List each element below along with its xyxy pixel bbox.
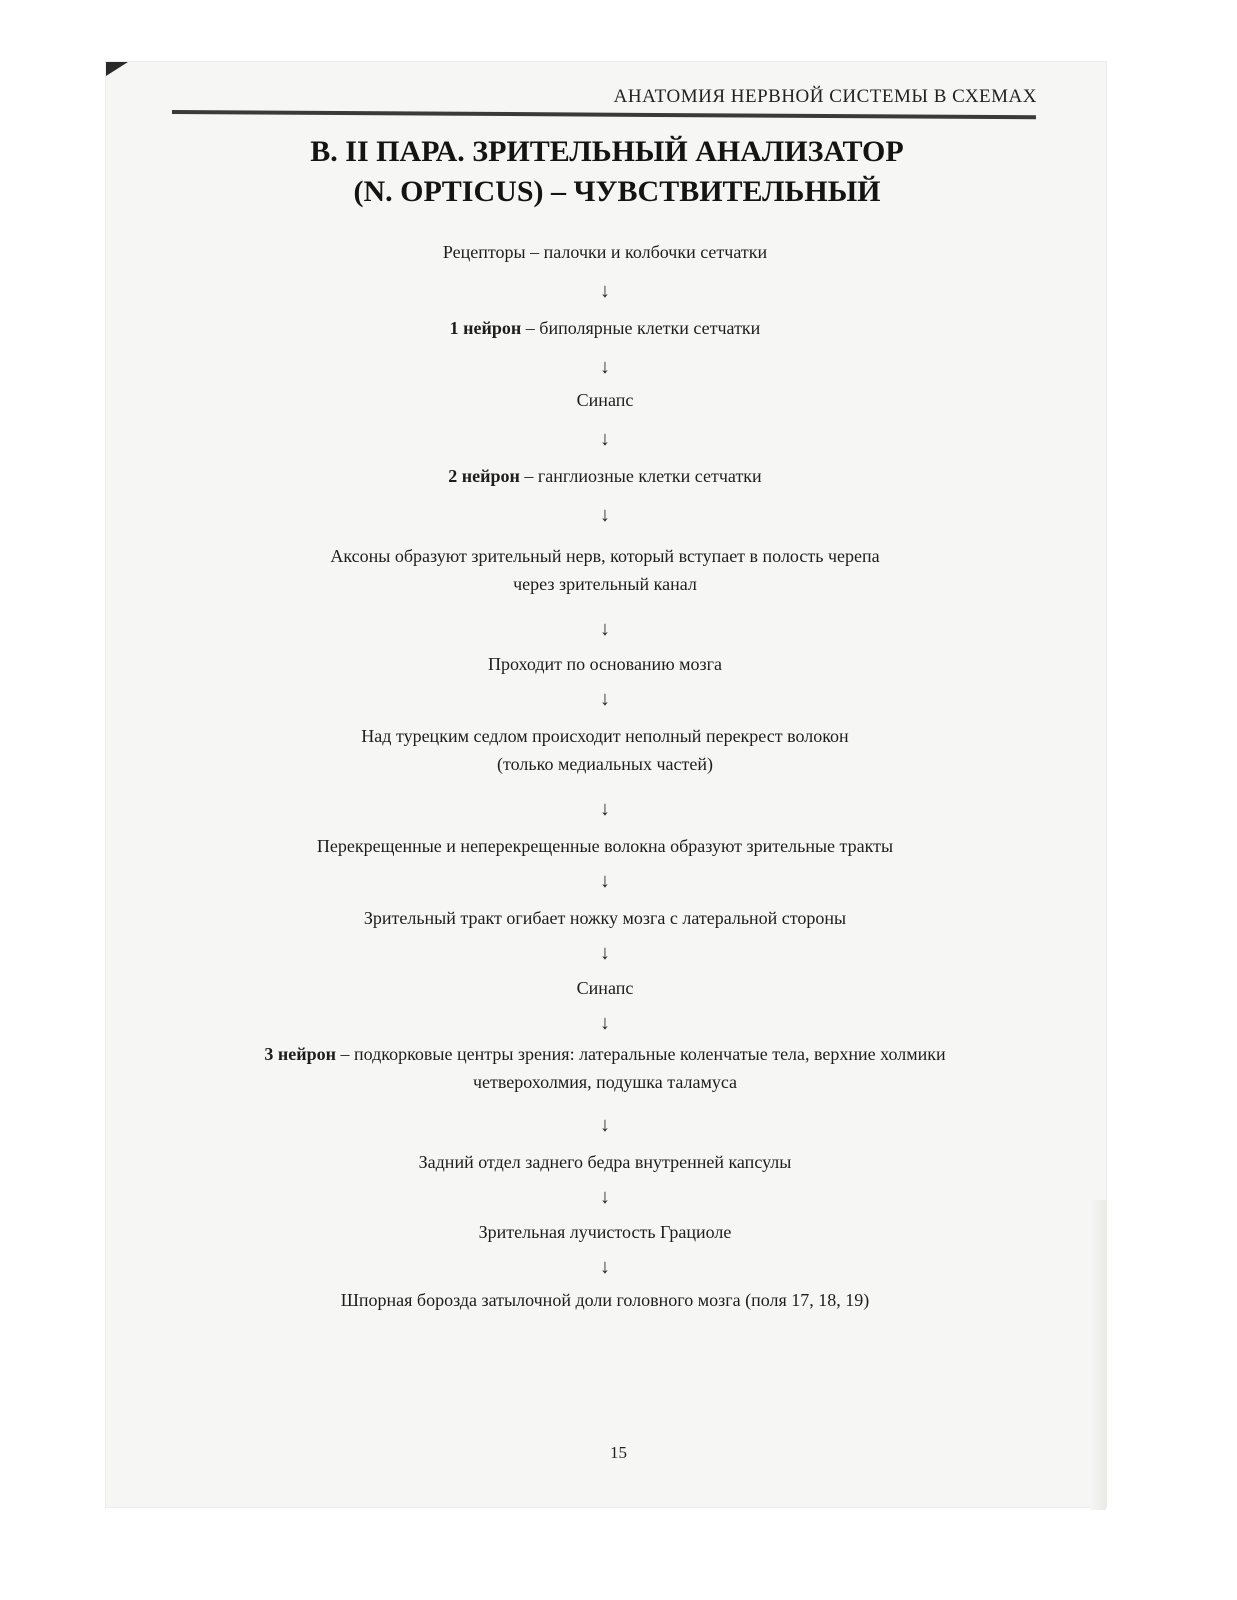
step-text: – подкорковые центры зрения: латеральные коленчатые тела, верхние холмики <box>335 1044 946 1064</box>
down-arrow-icon: ↓ <box>600 1186 610 1208</box>
title-line-1: В. II ПАРА. ЗРИТЕЛЬНЫЙ АНАЛИЗАТОР <box>310 135 904 168</box>
flow-step-internal-capsule <box>190 1148 1020 1176</box>
down-arrow-icon: ↓ <box>600 618 610 640</box>
down-arrow-icon: ↓ <box>600 1012 610 1034</box>
down-arrow-icon: ↓ <box>600 280 610 302</box>
running-header: АНАТОМИЯ НЕРВНОЙ СИСТЕМЫ В СХЕМАХ <box>613 86 1037 107</box>
step-text: Синапс <box>576 390 634 410</box>
step-text: Шпорная борозда затылочной доли головного мозга (поля 17, 18, 19) <box>340 1290 870 1310</box>
step-text: – биполярные клетки сетчатки <box>521 318 761 338</box>
flow-step-optic-radiation <box>190 1218 1020 1246</box>
down-arrow-icon: ↓ <box>600 1114 610 1136</box>
flow-step-calcarine-sulcus <box>190 1286 1020 1314</box>
step-text: Аксоны образуют зрительный нерв, который вступает в полость черепа <box>330 546 880 566</box>
flow-step-brain-base <box>190 650 1020 678</box>
step-text: Зрительный тракт огибает ножку мозга с латеральной стороны <box>363 908 847 928</box>
down-arrow-icon: ↓ <box>600 504 610 526</box>
flow-step-receptors <box>190 238 1020 266</box>
down-arrow-icon: ↓ <box>600 942 610 964</box>
down-arrow-icon: ↓ <box>600 798 610 820</box>
down-arrow-icon: ↓ <box>600 428 610 450</box>
flow-step-optic-tracts <box>190 832 1020 860</box>
step-bold: 1 нейрон <box>449 318 522 338</box>
page-edge-shadow <box>1090 1200 1106 1510</box>
flow-step-cerebral-peduncle <box>190 904 1020 932</box>
page-number: 15 <box>610 1443 627 1462</box>
step-text-line-2: четверохолмия, подушка таламуса <box>472 1072 738 1092</box>
down-arrow-icon: ↓ <box>600 1256 610 1278</box>
step-text: – ганглиозные клетки сетчатки <box>519 466 762 486</box>
flow-step-synapse-2 <box>190 974 1020 1002</box>
step-bold: 3 нейрон <box>264 1044 336 1064</box>
step-text: Рецепторы – палочки и колбочки сетчатки <box>442 242 768 262</box>
step-text: Зрительная лучистость Грациоле <box>478 1222 732 1242</box>
flow-step-neuron-3 <box>190 1040 1020 1096</box>
page-corner-shadow <box>106 62 128 76</box>
step-text: Перекрещенные и неперекрещенные волокна образуют зрительные тракты <box>316 836 894 856</box>
flow-step-neuron-1 <box>190 314 1020 342</box>
down-arrow-icon: ↓ <box>600 688 610 710</box>
step-text: Над турецким седлом происходит неполный перекрест волокон <box>361 726 849 746</box>
flow-step-neuron-2 <box>190 462 1020 490</box>
down-arrow-icon: ↓ <box>600 356 610 378</box>
down-arrow-icon: ↓ <box>600 870 610 892</box>
step-text: Синапс <box>576 978 634 998</box>
flow-step-synapse-1 <box>190 386 1020 414</box>
title-line-2: (N. OPTICUS) – ЧУВСТВИТЕЛЬНЫЙ <box>353 175 881 208</box>
section-title <box>172 132 1042 212</box>
flow-step-chiasm <box>190 722 1020 778</box>
step-text-line-2: (только медиальных частей) <box>497 754 713 774</box>
step-bold: 2 нейрон <box>448 466 520 486</box>
step-text-line-2: через зрительный канал <box>513 574 697 594</box>
step-text: Задний отдел заднего бедра внутренней капсулы <box>418 1152 792 1172</box>
flow-step-optic-nerve <box>190 542 1020 598</box>
step-text: Проходит по основанию мозга <box>487 654 723 674</box>
